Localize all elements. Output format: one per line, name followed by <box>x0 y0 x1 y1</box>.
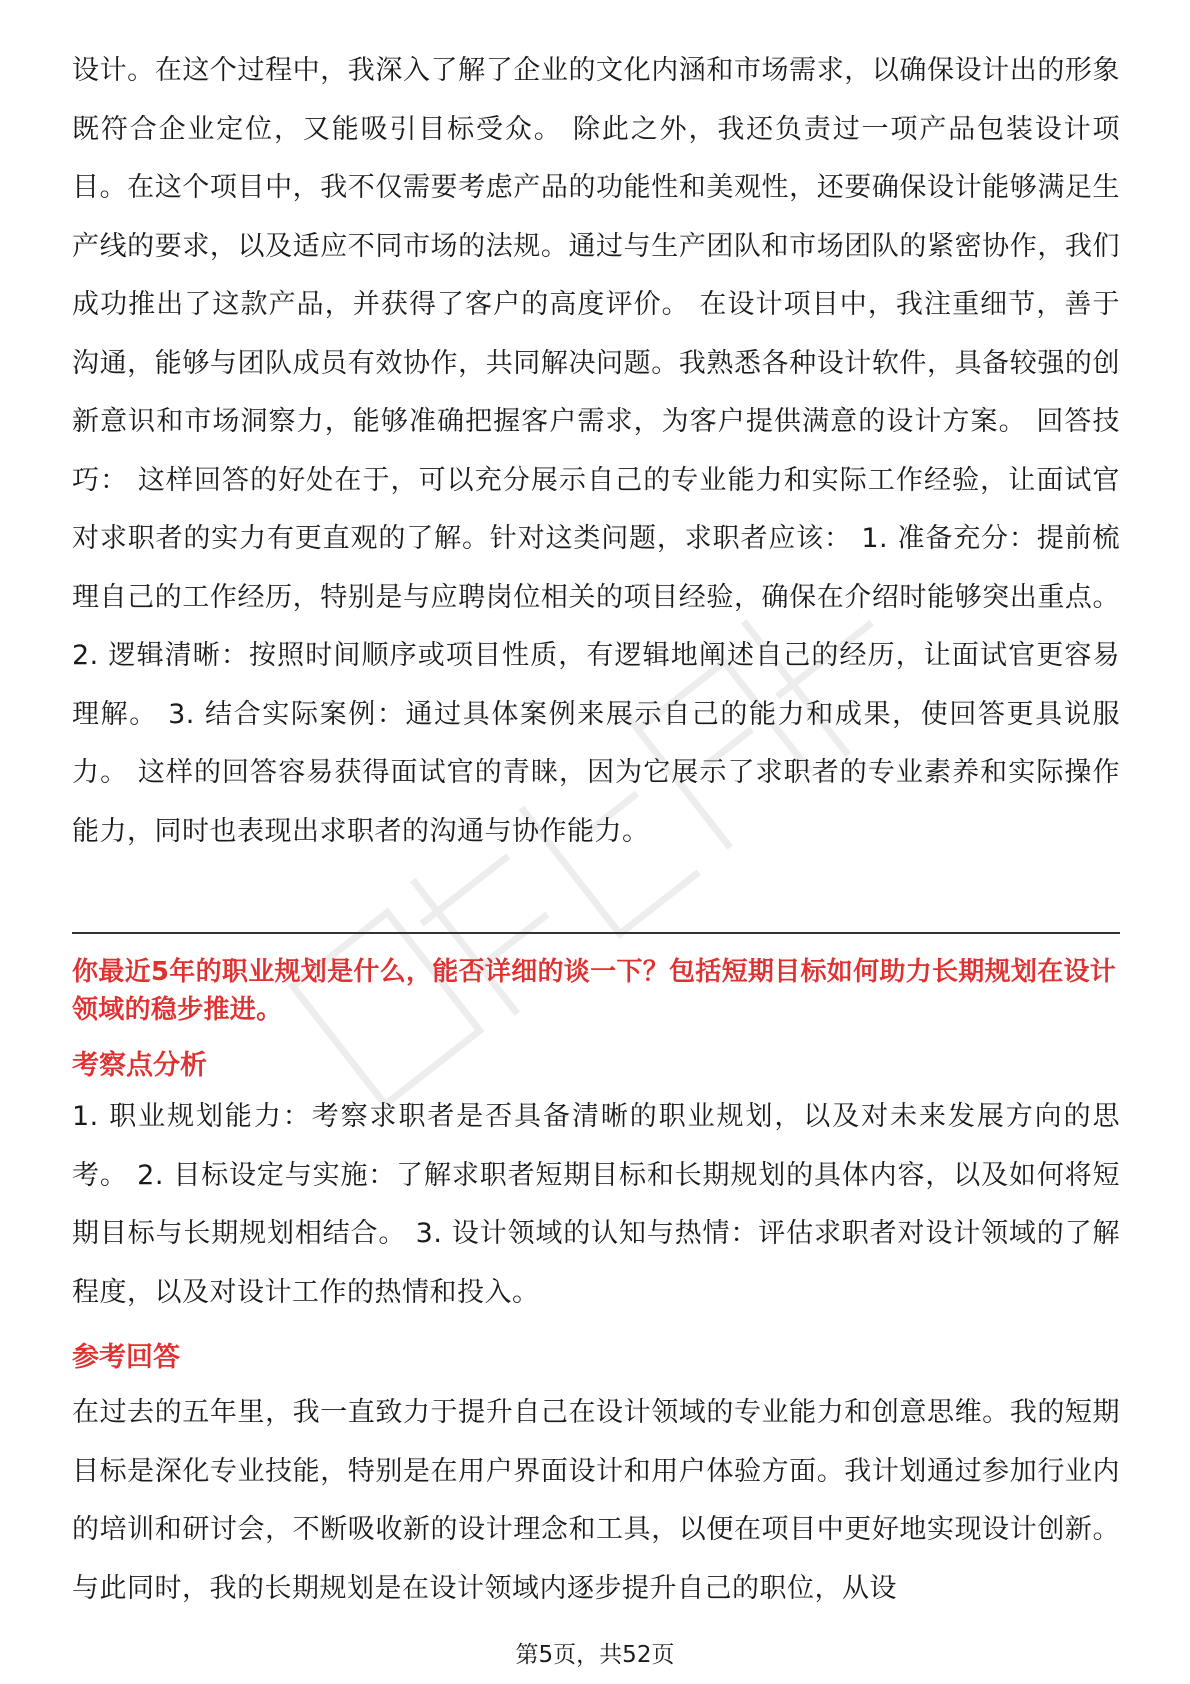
body-text-block <box>72 42 1120 861</box>
analysis-block <box>72 1088 1120 1322</box>
page-footer: 第5页，共52页 <box>515 1642 675 1668</box>
question-title: 你最近5年的职业规划是什么，能否详细的谈一下？包括短期目标如何助力长期规划在设计领域的稳步推进。 <box>72 957 1117 1025</box>
analysis-heading: 考察点分析 <box>72 1050 207 1081</box>
analysis-paragraph: 1. 职业规划能力：考察求职者是否具备清晰的职业规划，以及对未来发展方向的思考。 2. 目标设定与实施：了解求职者短期目标和长期规划的具体内容，以及如何将短期目标与长期规划相结合。 3. 设计领域的认知与热情：评估求职者对设计领域的了解程度，以及对设计工作的热情和投入。 <box>72 1101 1120 1308</box>
answer-block <box>72 1384 1120 1618</box>
answer-paragraph: 在过去的五年里，我一直致力于提升自己在设计领域的专业能力和创意思维。我的短期目标是深化专业技能，特别是在用户界面设计和用户体验方面。我计划通过参加行业内的培训和研讨会，不断吸收新的设计理念和工具，以便在项目中更好地实现设计创新。 与此同时，我的长期规划是在设计领域内逐步提升自己的职位，从设 <box>72 1397 1120 1604</box>
body-paragraph: 设计。在这个过程中，我深入了解了企业的文化内涵和市场需求，以确保设计出的形象既符合企业定位，又能吸引目标受众。 除此之外，我还负责过一项产品包装设计项目。在这个项目中，我不仅需要考虑产品的功能性和美观性，还要确保设计能够满足生产线的要求，以及适应不同市场的法规。通过与生产团队和市场团队的紧密协作，我们成功推出了这款产品，并获得了客户的高度评价。 在设计项目中，我注重细节，善于沟通，能够与团队成员有效协作，共同解决问题。我熟悉各种设计软件，具备较强的创新意识和市场洞察力，能够准确把握客户需求，为客户提供满意的设计方案。 回答技巧： 这样回答的好处在于，可以充分展示自己的专业能力和实际工作经验，让面试官对求职者的实力有更直观的了解。针对这类问题，求职者应该： 1. 准备充分：提前梳理自己的工作经历，特别是与应聘岗位相关的项目经验，确保在介绍时能够突出重点。 2. 逻辑清晰：按照时间顺序或项目性质，有逻辑地阐述自己的经历，让面试官更容易理解。 3. 结合实际案例：通过具体案例来展示自己的能力和成果，使回答更具说服力。 这样的回答容易获得面试官的青睐，因为它展示了求职者的专业素养和实际操作能力，同时也表现出求职者的沟通与协作能力。 <box>72 55 1120 847</box>
answer-heading: 参考回答 <box>72 1342 180 1373</box>
section-divider <box>72 932 1120 934</box>
